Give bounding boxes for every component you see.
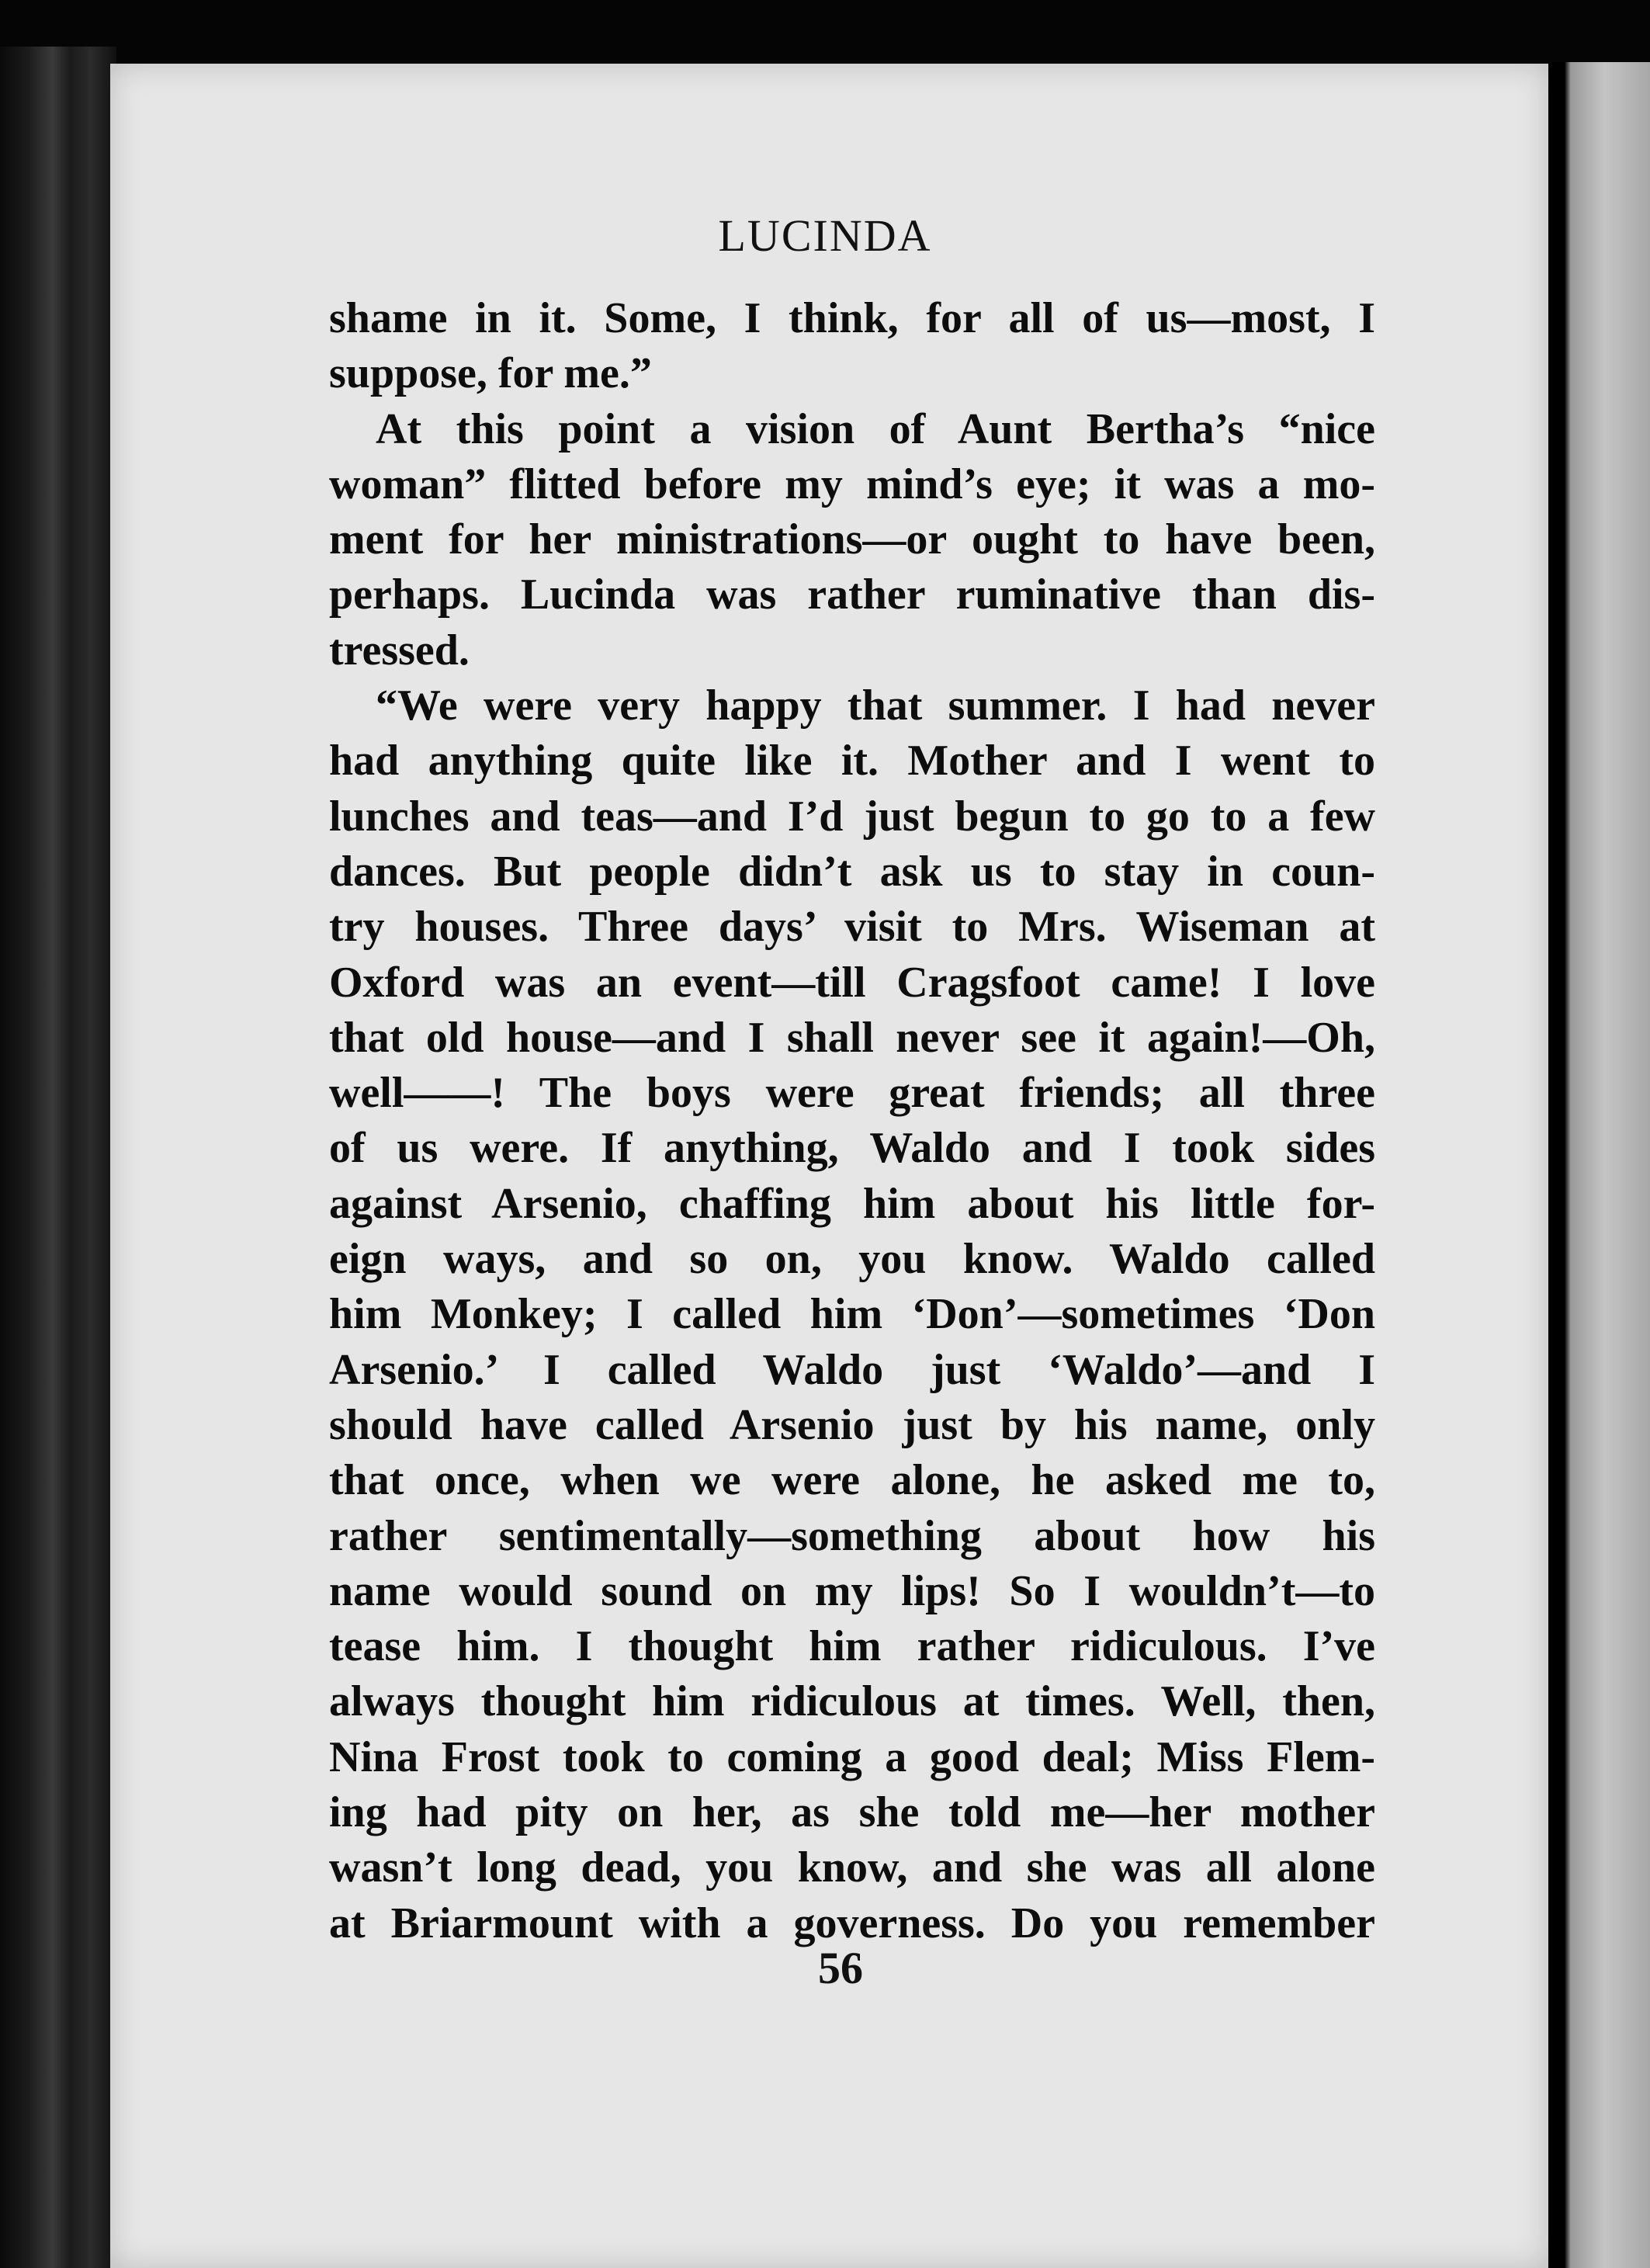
text-line: should have called Arsenio just by his name, only	[329, 1400, 1375, 1449]
text-line: suppose, for me.”	[329, 349, 652, 398]
text-line: rather sentimentally—something about how his	[329, 1511, 1375, 1560]
text-line: shame in it. Some, I think, for all of us—most, I	[329, 294, 1375, 342]
text-line: him Monkey; I called him ‘Don’—sometimes ‘Don	[329, 1290, 1375, 1339]
text-line: always thought him ridiculous at times. Well, then,	[329, 1677, 1375, 1726]
text-line: well——! The boys were great friends; all three	[329, 1069, 1375, 1118]
body-text	[329, 291, 1375, 1951]
text-line: wasn’t long dead, you know, and she was all alone	[329, 1843, 1375, 1892]
text-line: dances. But people didn’t ask us to stay in coun-	[329, 847, 1375, 896]
text-line: ment for her ministrations—or ought to have been,	[329, 515, 1375, 564]
scan-top-border	[0, 0, 1650, 71]
book-binding-edge	[0, 47, 116, 2268]
text-line: against Arsenio, chaffing him about his little for-	[329, 1179, 1375, 1228]
text-line: name would sound on my lips! So I wouldn’t—to	[329, 1566, 1375, 1615]
text-line: Nina Frost took to coming a good deal; Miss Flem-	[329, 1732, 1375, 1781]
page-number: 56	[818, 1943, 863, 1993]
text-line: perhaps. Lucinda was rather ruminative than dis-	[329, 570, 1375, 619]
text-line: “We were very happy that summer. I had never	[376, 681, 1375, 730]
text-line: that once, when we were alone, he asked me to,	[329, 1456, 1375, 1505]
facing-page-edge	[1548, 62, 1650, 2268]
text-line: of us were. If anything, Waldo and I took sides	[329, 1124, 1375, 1173]
running-head: LUCINDA	[718, 210, 932, 261]
text-line: had anything quite like it. Mother and I went to	[329, 737, 1375, 785]
text-line: ing had pity on her, as she told me—her mother	[329, 1788, 1375, 1837]
text-line: Arsenio.’ I called Waldo just ‘Waldo’—and I	[329, 1345, 1375, 1394]
text-line: try houses. Three days’ visit to Mrs. Wiseman at	[329, 903, 1375, 952]
text-line: tease him. I thought him rather ridiculous. I’ve	[329, 1622, 1375, 1671]
text-line: Oxford was an event—till Cragsfoot came! I love	[329, 958, 1375, 1007]
text-line: at Briarmount with a governess. Do you remember	[329, 1899, 1375, 1947]
text-line: tressed.	[329, 626, 470, 675]
text-line: At this point a vision of Aunt Bertha’s “nice	[376, 404, 1375, 453]
text-line: eign ways, and so on, you know. Waldo called	[329, 1235, 1375, 1284]
text-line: woman” flitted before my mind’s eye; it was a mo-	[329, 459, 1375, 508]
text-line: lunches and teas—and I’d just begun to go to a few	[329, 792, 1375, 841]
text-line: that old house—and I shall never see it again!—Oh,	[329, 1013, 1375, 1062]
